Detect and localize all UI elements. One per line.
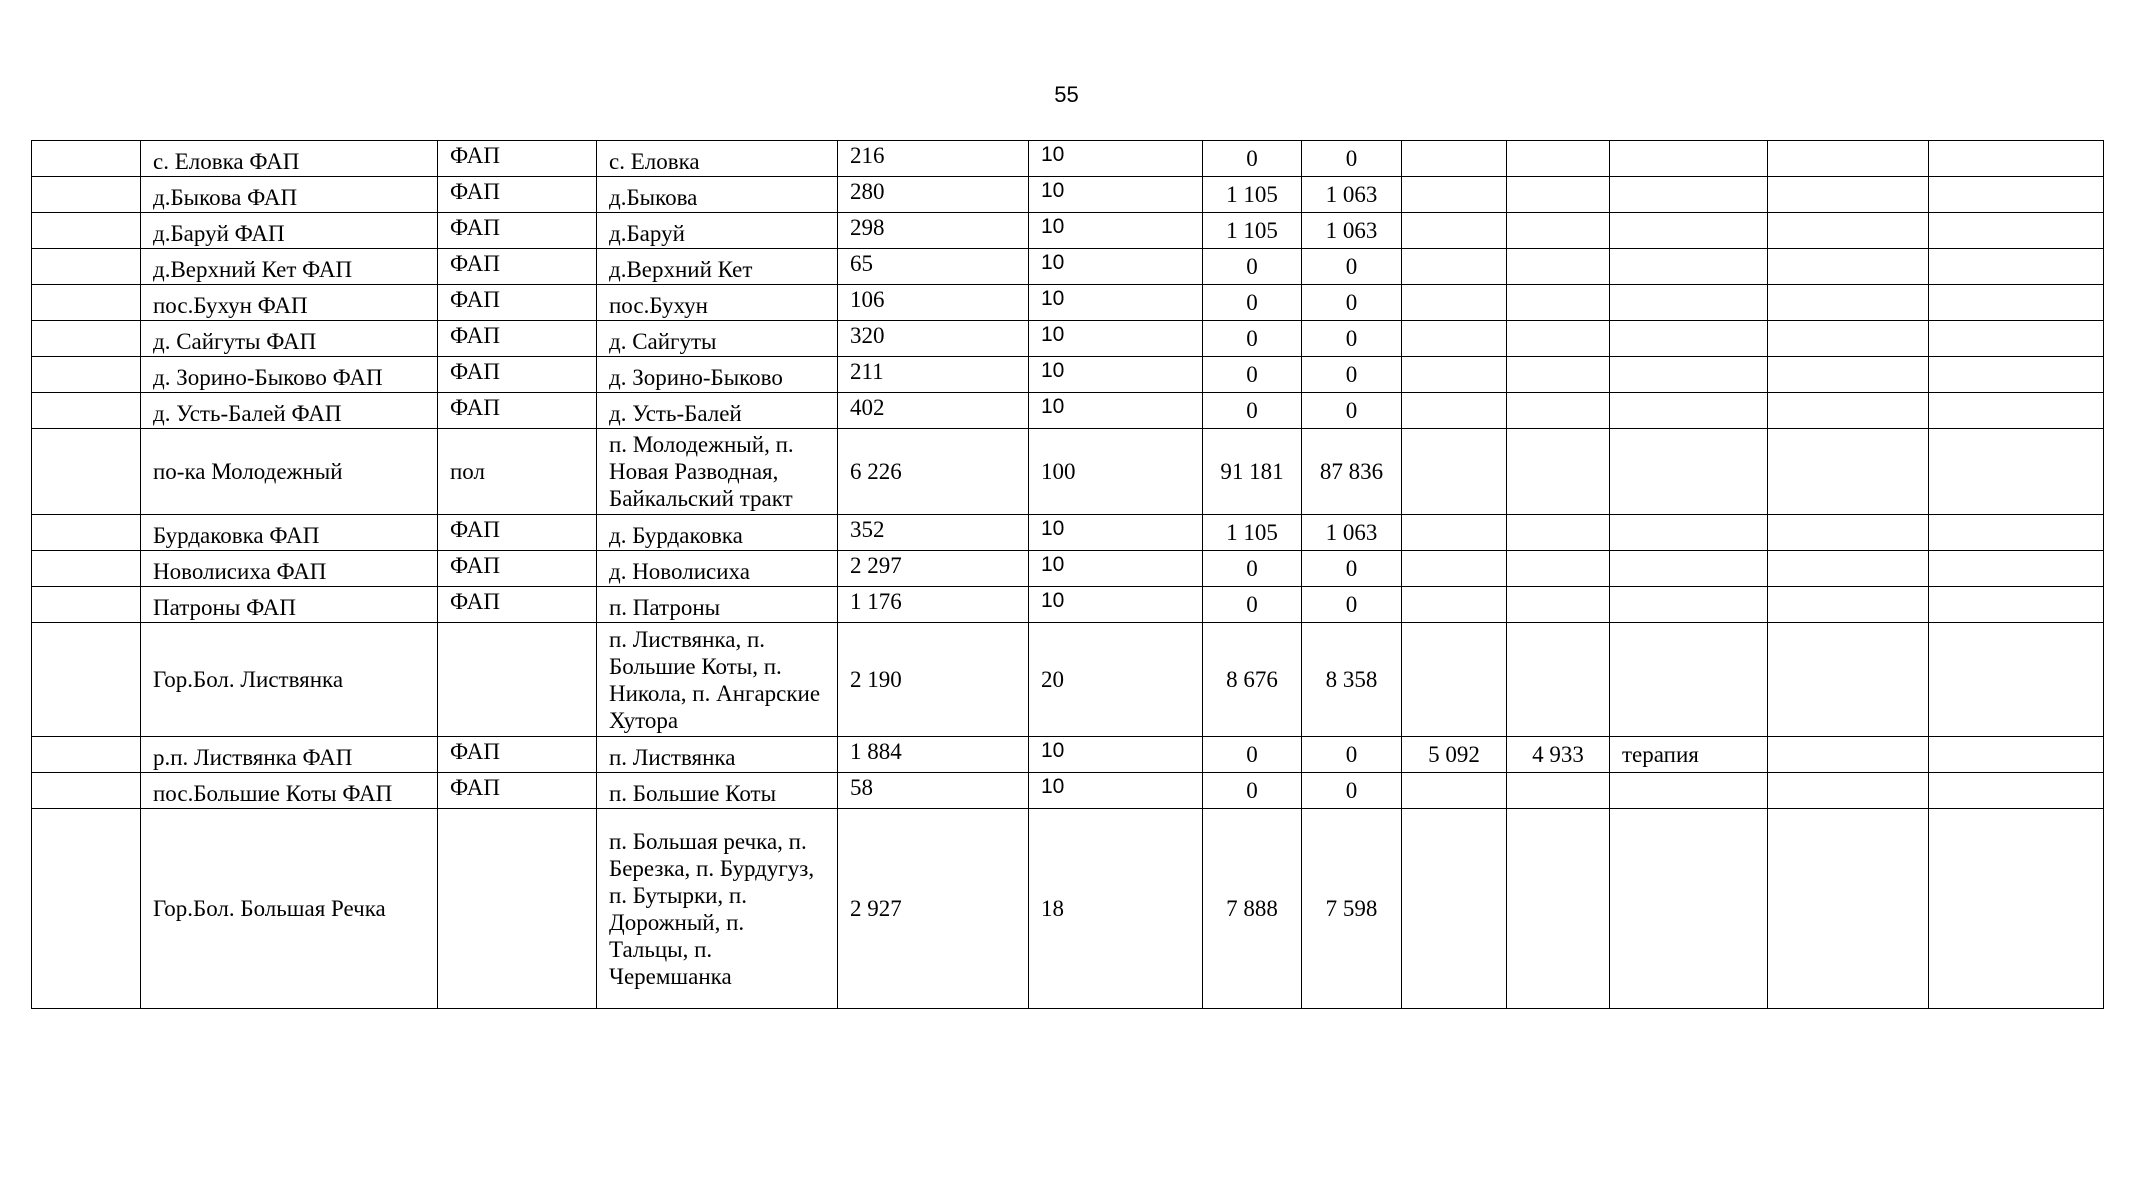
value-b-cell: 87 836 xyxy=(1302,429,1402,515)
extra-f-cell xyxy=(1768,515,1929,551)
extra-g-cell xyxy=(1929,587,2104,623)
extra-g-cell xyxy=(1929,141,2104,177)
population-cell: 1 884 xyxy=(838,737,1029,773)
facility-name-cell: пос.Большие Коты ФАП xyxy=(141,773,438,809)
profile-cell xyxy=(1610,285,1768,321)
value-b-cell: 0 xyxy=(1302,285,1402,321)
value-a-cell: 7 888 xyxy=(1203,809,1302,1009)
extra-g-cell xyxy=(1929,357,2104,393)
facility-name-cell: д.Верхний Кет ФАП xyxy=(141,249,438,285)
table-row xyxy=(32,177,2104,213)
population-cell: 106 xyxy=(838,285,1029,321)
value-d-cell xyxy=(1507,429,1610,515)
settlement-cell: п. Молодежный, п. Новая Разводная, Байкальский тракт xyxy=(597,429,838,515)
facility-name-cell: пос.Бухун ФАП xyxy=(141,285,438,321)
value-c-cell xyxy=(1402,213,1507,249)
staff-cell: 10 xyxy=(1029,551,1203,587)
staff-cell: 10 xyxy=(1029,515,1203,551)
row-index-cell xyxy=(32,773,141,809)
extra-g-cell xyxy=(1929,515,2104,551)
profile-cell xyxy=(1610,357,1768,393)
extra-f-cell xyxy=(1768,737,1929,773)
value-a-cell: 91 181 xyxy=(1203,429,1302,515)
value-d-cell: 4 933 xyxy=(1507,737,1610,773)
facility-type-cell: пол xyxy=(438,429,597,515)
settlement-cell: пос.Бухун xyxy=(597,285,838,321)
table-row xyxy=(32,587,2104,623)
value-b-cell: 7 598 xyxy=(1302,809,1402,1009)
facility-name-cell: Патроны ФАП xyxy=(141,587,438,623)
extra-g-cell xyxy=(1929,177,2104,213)
profile-cell xyxy=(1610,393,1768,429)
profile-cell: терапия xyxy=(1610,737,1768,773)
profile-cell xyxy=(1610,249,1768,285)
table-row xyxy=(32,249,2104,285)
value-d-cell xyxy=(1507,515,1610,551)
extra-f-cell xyxy=(1768,357,1929,393)
table-row xyxy=(32,321,2104,357)
facility-type-cell: ФАП xyxy=(438,551,597,587)
value-b-cell: 8 358 xyxy=(1302,623,1402,737)
row-index-cell xyxy=(32,285,141,321)
extra-f-cell xyxy=(1768,249,1929,285)
extra-f-cell xyxy=(1768,177,1929,213)
value-d-cell xyxy=(1507,357,1610,393)
value-d-cell xyxy=(1507,773,1610,809)
extra-g-cell xyxy=(1929,393,2104,429)
settlement-cell: д. Новолисиха xyxy=(597,551,838,587)
row-index-cell xyxy=(32,357,141,393)
staff-cell: 18 xyxy=(1029,809,1203,1009)
value-c-cell xyxy=(1402,357,1507,393)
extra-f-cell xyxy=(1768,141,1929,177)
value-b-cell: 1 063 xyxy=(1302,177,1402,213)
value-d-cell xyxy=(1507,809,1610,1009)
value-d-cell xyxy=(1507,321,1610,357)
population-cell: 298 xyxy=(838,213,1029,249)
population-cell: 65 xyxy=(838,249,1029,285)
facility-name-cell: д.Быкова ФАП xyxy=(141,177,438,213)
value-c-cell xyxy=(1402,249,1507,285)
table-row xyxy=(32,213,2104,249)
value-a-cell: 0 xyxy=(1203,587,1302,623)
value-a-cell: 0 xyxy=(1203,357,1302,393)
value-c-cell xyxy=(1402,177,1507,213)
row-index-cell xyxy=(32,551,141,587)
value-c-cell xyxy=(1402,393,1507,429)
value-d-cell xyxy=(1507,393,1610,429)
extra-g-cell xyxy=(1929,285,2104,321)
profile-cell xyxy=(1610,623,1768,737)
extra-f-cell xyxy=(1768,623,1929,737)
table-row xyxy=(32,737,2104,773)
profile-cell xyxy=(1610,587,1768,623)
value-b-cell: 0 xyxy=(1302,249,1402,285)
staff-cell: 10 xyxy=(1029,737,1203,773)
facility-name-cell: д. Сайгуты ФАП xyxy=(141,321,438,357)
staff-cell: 10 xyxy=(1029,357,1203,393)
value-c-cell xyxy=(1402,285,1507,321)
facility-name-cell: по-ка Молодежный xyxy=(141,429,438,515)
facility-type-cell: ФАП xyxy=(438,587,597,623)
value-d-cell xyxy=(1507,623,1610,737)
population-cell: 1 176 xyxy=(838,587,1029,623)
facility-type-cell: ФАП xyxy=(438,285,597,321)
profile-cell xyxy=(1610,809,1768,1009)
value-c-cell: 5 092 xyxy=(1402,737,1507,773)
extra-f-cell xyxy=(1768,429,1929,515)
population-cell: 2 927 xyxy=(838,809,1029,1009)
population-cell: 216 xyxy=(838,141,1029,177)
table-row xyxy=(32,773,2104,809)
extra-f-cell xyxy=(1768,809,1929,1009)
staff-cell: 20 xyxy=(1029,623,1203,737)
row-index-cell xyxy=(32,249,141,285)
row-index-cell xyxy=(32,623,141,737)
extra-g-cell xyxy=(1929,321,2104,357)
settlement-cell: п. Листвянка xyxy=(597,737,838,773)
table-row xyxy=(32,285,2104,321)
staff-cell: 10 xyxy=(1029,213,1203,249)
facility-name-cell: Гор.Бол. Листвянка xyxy=(141,623,438,737)
facility-name-cell: Гор.Бол. Большая Речка xyxy=(141,809,438,1009)
value-a-cell: 0 xyxy=(1203,551,1302,587)
facility-type-cell: ФАП xyxy=(438,321,597,357)
value-c-cell xyxy=(1402,773,1507,809)
staff-cell: 10 xyxy=(1029,587,1203,623)
value-d-cell xyxy=(1507,285,1610,321)
staff-cell: 100 xyxy=(1029,429,1203,515)
population-cell: 352 xyxy=(838,515,1029,551)
extra-g-cell xyxy=(1929,551,2104,587)
settlement-cell: д.Быкова xyxy=(597,177,838,213)
table-row xyxy=(32,141,2104,177)
staff-cell: 10 xyxy=(1029,285,1203,321)
value-c-cell xyxy=(1402,321,1507,357)
facility-type-cell: ФАП xyxy=(438,249,597,285)
population-cell: 320 xyxy=(838,321,1029,357)
value-a-cell: 0 xyxy=(1203,737,1302,773)
value-a-cell: 0 xyxy=(1203,285,1302,321)
value-d-cell xyxy=(1507,141,1610,177)
staff-cell: 10 xyxy=(1029,249,1203,285)
row-index-cell xyxy=(32,393,141,429)
value-d-cell xyxy=(1507,213,1610,249)
row-index-cell xyxy=(32,177,141,213)
value-b-cell: 0 xyxy=(1302,737,1402,773)
facility-name-cell: Новолисиха ФАП xyxy=(141,551,438,587)
settlement-cell: д. Зорино-Быково xyxy=(597,357,838,393)
page-number: 55 xyxy=(1054,82,1079,107)
value-a-cell: 1 105 xyxy=(1203,213,1302,249)
value-b-cell: 0 xyxy=(1302,551,1402,587)
value-c-cell xyxy=(1402,141,1507,177)
value-b-cell: 1 063 xyxy=(1302,515,1402,551)
extra-f-cell xyxy=(1768,213,1929,249)
population-cell: 6 226 xyxy=(838,429,1029,515)
extra-f-cell xyxy=(1768,321,1929,357)
extra-g-cell xyxy=(1929,623,2104,737)
value-a-cell: 1 105 xyxy=(1203,177,1302,213)
row-index-cell xyxy=(32,737,141,773)
profile-cell xyxy=(1610,773,1768,809)
facility-type-cell: ФАП xyxy=(438,393,597,429)
settlement-cell: п. Патроны xyxy=(597,587,838,623)
profile-cell xyxy=(1610,321,1768,357)
value-c-cell xyxy=(1402,623,1507,737)
extra-f-cell xyxy=(1768,587,1929,623)
staff-cell: 10 xyxy=(1029,141,1203,177)
value-a-cell: 1 105 xyxy=(1203,515,1302,551)
facility-type-cell: ФАП xyxy=(438,357,597,393)
value-b-cell: 0 xyxy=(1302,773,1402,809)
table-row xyxy=(32,515,2104,551)
facility-type-cell: ФАП xyxy=(438,737,597,773)
value-b-cell: 0 xyxy=(1302,587,1402,623)
value-a-cell: 8 676 xyxy=(1203,623,1302,737)
facility-name-cell: д.Баруй ФАП xyxy=(141,213,438,249)
table-row xyxy=(32,357,2104,393)
population-cell: 2 190 xyxy=(838,623,1029,737)
staff-cell: 10 xyxy=(1029,177,1203,213)
value-c-cell xyxy=(1402,551,1507,587)
settlement-cell: д.Баруй xyxy=(597,213,838,249)
profile-cell xyxy=(1610,141,1768,177)
facility-type-cell: ФАП xyxy=(438,141,597,177)
value-d-cell xyxy=(1507,551,1610,587)
facility-type-cell: ФАП xyxy=(438,177,597,213)
facility-type-cell: ФАП xyxy=(438,515,597,551)
facilities-table xyxy=(31,140,2104,1009)
settlement-cell: п. Листвянка, п. Большие Коты, п. Никола, п. Ангарские Хутора xyxy=(597,623,838,737)
facility-type-cell: ФАП xyxy=(438,773,597,809)
facility-name-cell: д. Зорино-Быково ФАП xyxy=(141,357,438,393)
population-cell: 58 xyxy=(838,773,1029,809)
population-cell: 402 xyxy=(838,393,1029,429)
value-a-cell: 0 xyxy=(1203,249,1302,285)
row-index-cell xyxy=(32,429,141,515)
population-cell: 280 xyxy=(838,177,1029,213)
facility-type-cell xyxy=(438,623,597,737)
value-a-cell: 0 xyxy=(1203,321,1302,357)
row-index-cell xyxy=(32,321,141,357)
facility-name-cell: д. Усть-Балей ФАП xyxy=(141,393,438,429)
extra-f-cell xyxy=(1768,285,1929,321)
table-row xyxy=(32,393,2104,429)
facility-type-cell xyxy=(438,809,597,1009)
extra-g-cell xyxy=(1929,429,2104,515)
row-index-cell xyxy=(32,213,141,249)
value-b-cell: 0 xyxy=(1302,141,1402,177)
table-row xyxy=(32,623,2104,737)
value-c-cell xyxy=(1402,587,1507,623)
extra-g-cell xyxy=(1929,809,2104,1009)
value-c-cell xyxy=(1402,809,1507,1009)
facility-name-cell: р.п. Листвянка ФАП xyxy=(141,737,438,773)
row-index-cell xyxy=(32,141,141,177)
extra-g-cell xyxy=(1929,773,2104,809)
extra-f-cell xyxy=(1768,773,1929,809)
value-a-cell: 0 xyxy=(1203,393,1302,429)
row-index-cell xyxy=(32,587,141,623)
row-index-cell xyxy=(32,809,141,1009)
value-c-cell xyxy=(1402,515,1507,551)
staff-cell: 10 xyxy=(1029,321,1203,357)
value-a-cell: 0 xyxy=(1203,773,1302,809)
settlement-cell: п. Большие Коты xyxy=(597,773,838,809)
extra-g-cell xyxy=(1929,737,2104,773)
profile-cell xyxy=(1610,551,1768,587)
table-row xyxy=(32,809,2104,1009)
staff-cell: 10 xyxy=(1029,393,1203,429)
population-cell: 2 297 xyxy=(838,551,1029,587)
value-d-cell xyxy=(1507,177,1610,213)
value-a-cell: 0 xyxy=(1203,141,1302,177)
value-d-cell xyxy=(1507,587,1610,623)
settlement-cell: д. Сайгуты xyxy=(597,321,838,357)
value-b-cell: 1 063 xyxy=(1302,213,1402,249)
facility-type-cell: ФАП xyxy=(438,213,597,249)
settlement-cell: п. Большая речка, п. Березка, п. Бурдугуз, п. Бутырки, п. Дорожный, п. Тальцы, п. Черемшанка xyxy=(597,809,838,1009)
settlement-cell: д. Усть-Балей xyxy=(597,393,838,429)
table-body xyxy=(32,141,2104,1009)
settlement-cell: д. Бурдаковка xyxy=(597,515,838,551)
value-b-cell: 0 xyxy=(1302,393,1402,429)
value-c-cell xyxy=(1402,429,1507,515)
extra-f-cell xyxy=(1768,551,1929,587)
row-index-cell xyxy=(32,515,141,551)
population-cell: 211 xyxy=(838,357,1029,393)
table-row xyxy=(32,551,2104,587)
profile-cell xyxy=(1610,515,1768,551)
settlement-cell: с. Еловка xyxy=(597,141,838,177)
facility-name-cell: с. Еловка ФАП xyxy=(141,141,438,177)
extra-g-cell xyxy=(1929,213,2104,249)
value-b-cell: 0 xyxy=(1302,357,1402,393)
value-d-cell xyxy=(1507,249,1610,285)
value-b-cell: 0 xyxy=(1302,321,1402,357)
profile-cell xyxy=(1610,177,1768,213)
table-row xyxy=(32,429,2104,515)
extra-f-cell xyxy=(1768,393,1929,429)
profile-cell xyxy=(1610,429,1768,515)
extra-g-cell xyxy=(1929,249,2104,285)
settlement-cell: д.Верхний Кет xyxy=(597,249,838,285)
profile-cell xyxy=(1610,213,1768,249)
facility-name-cell: Бурдаковка ФАП xyxy=(141,515,438,551)
staff-cell: 10 xyxy=(1029,773,1203,809)
